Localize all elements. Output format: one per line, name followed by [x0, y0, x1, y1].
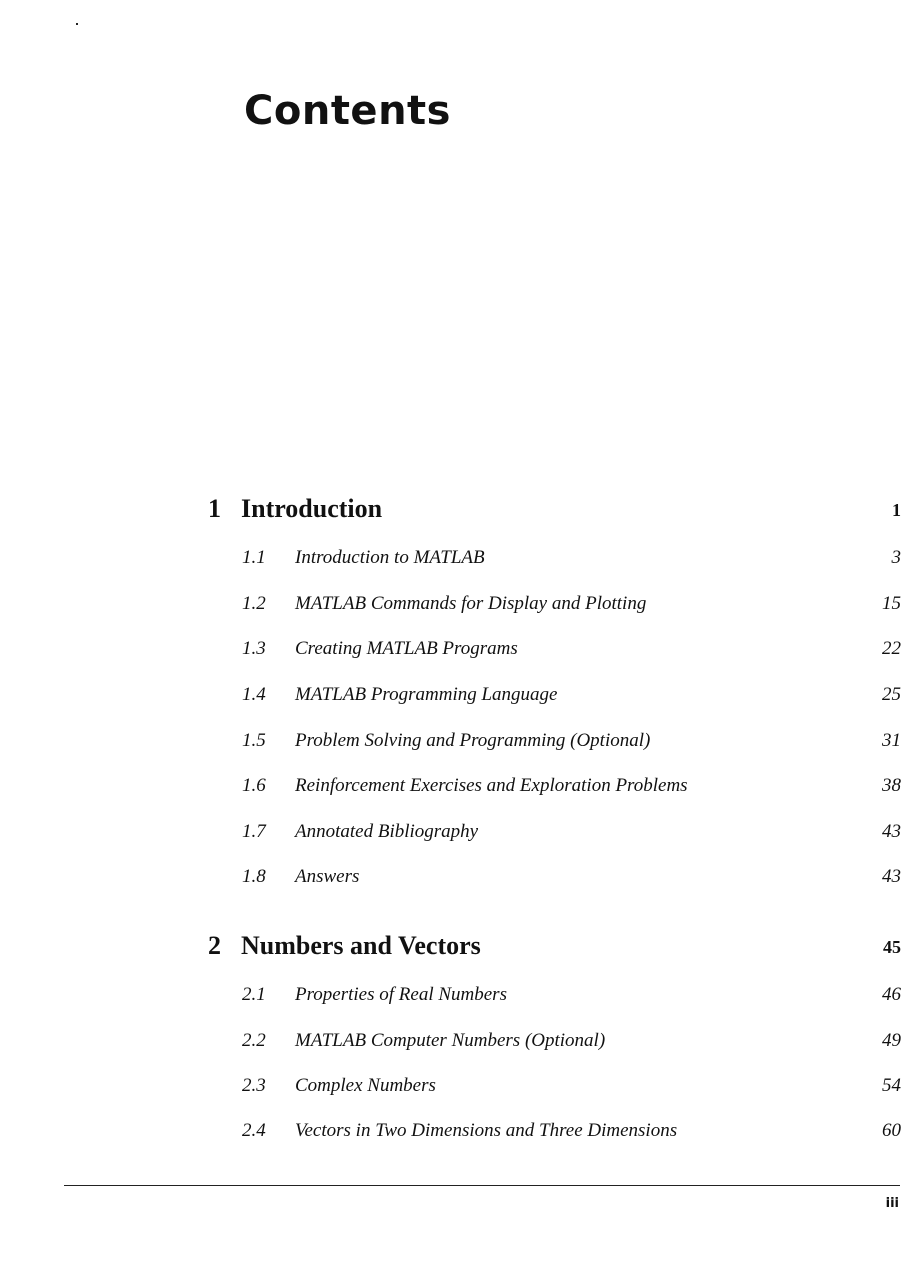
section-page-number: 25 — [882, 684, 901, 705]
section-page-number: 46 — [882, 984, 901, 1005]
section-number: 2.4 — [242, 1120, 266, 1141]
section-title: Annotated Bibliography — [295, 821, 479, 842]
section-title: MATLAB Commands for Display and Plotting — [295, 593, 647, 614]
toc-entry[interactable] — [0, 593, 913, 619]
section-page-number: 3 — [891, 547, 901, 568]
section-number: 2.2 — [242, 1030, 266, 1051]
section-title: MATLAB Programming Language — [295, 684, 558, 705]
stray-dot-mark — [76, 23, 78, 25]
section-page-number: 22 — [882, 638, 901, 659]
section-title: Vectors in Two Dimensions and Three Dimensions — [295, 1120, 678, 1141]
section-title: Introduction to MATLAB — [295, 547, 485, 568]
section-title: Properties of Real Numbers — [295, 984, 507, 1005]
section-number: 1.3 — [242, 638, 266, 659]
toc-entry[interactable] — [0, 684, 913, 710]
toc-entry[interactable] — [0, 730, 913, 756]
section-number: 1.6 — [242, 775, 266, 796]
chapter-title: Introduction — [241, 494, 383, 523]
chapter-heading-2[interactable] — [0, 931, 913, 965]
section-number: 1.2 — [242, 593, 266, 614]
page-folio: iii — [885, 1196, 899, 1211]
section-page-number: 31 — [882, 730, 901, 751]
section-page-number: 15 — [882, 593, 901, 614]
toc-entry[interactable] — [0, 547, 913, 573]
section-title: Problem Solving and Programming (Optional) — [295, 730, 651, 751]
section-number: 1.4 — [242, 684, 266, 705]
chapter-page-number: 1 — [892, 500, 901, 520]
section-title: Complex Numbers — [295, 1075, 436, 1096]
section-number: 2.3 — [242, 1075, 266, 1096]
chapter-title: Numbers and Vectors — [241, 931, 481, 960]
section-title: Creating MATLAB Programs — [295, 638, 518, 659]
section-number: 1.5 — [242, 730, 266, 751]
toc-entry[interactable] — [0, 1120, 913, 1146]
toc-entry[interactable] — [0, 866, 913, 892]
toc-entry[interactable] — [0, 775, 913, 801]
section-page-number: 49 — [882, 1030, 901, 1051]
section-title: Answers — [295, 866, 360, 887]
section-number: 1.7 — [242, 821, 266, 842]
chapter-page-number: 45 — [883, 937, 901, 957]
toc-entry[interactable] — [0, 1075, 913, 1101]
section-page-number: 38 — [882, 775, 901, 796]
toc-entry[interactable] — [0, 984, 913, 1010]
section-page-number: 54 — [882, 1075, 901, 1096]
section-page-number: 43 — [882, 821, 901, 842]
chapter-number: 2 — [208, 931, 221, 960]
chapter-number: 1 — [208, 494, 221, 523]
section-title: MATLAB Computer Numbers (Optional) — [295, 1030, 606, 1051]
toc-entry[interactable] — [0, 638, 913, 664]
section-page-number: 43 — [882, 866, 901, 887]
section-title: Reinforcement Exercises and Exploration Problems — [295, 775, 688, 796]
section-number: 1.1 — [242, 547, 266, 568]
toc-entry[interactable] — [0, 1030, 913, 1056]
section-page-number: 60 — [882, 1120, 901, 1141]
section-number: 1.8 — [242, 866, 266, 887]
footer-rule — [64, 1185, 900, 1186]
toc-entry[interactable] — [0, 821, 913, 847]
page-title: Contents — [244, 88, 451, 134]
chapter-heading-1[interactable] — [0, 494, 913, 528]
section-number: 2.1 — [242, 984, 266, 1005]
